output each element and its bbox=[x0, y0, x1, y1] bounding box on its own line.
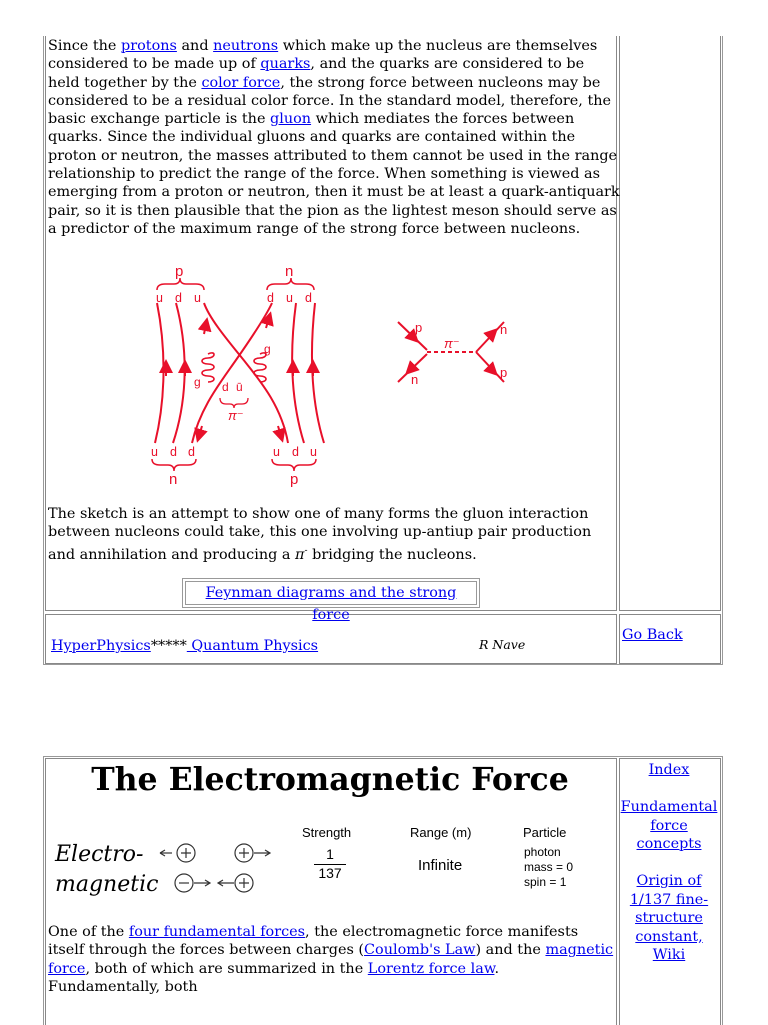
text-segment: , the electromagnetic force manifests itself through the forces between charges ( bbox=[48, 924, 579, 959]
text-segment: which mediates the forces between quarks. Since the individual gluons and quarks are contained within the proton or neutron, the masses attributed to them cannot be used in the range relationship to predict the range of the force. When something is viewed as emerging from a proton or neutron, then it must be at least a quark-antiquark pair, so it is then plausible that the pion as the lightest meson should serve as a predictor of the maximum range of the strong force between nucleons. bbox=[48, 111, 620, 237]
gluon-spring-right bbox=[254, 353, 266, 382]
simple-p-out-label: p bbox=[500, 365, 508, 380]
particle-arrow bbox=[410, 366, 414, 370]
top-right-particle-label: n bbox=[285, 263, 294, 280]
pi-symbol: π bbox=[295, 546, 305, 563]
particle-spin: spin = 1 bbox=[524, 875, 567, 889]
four-fundamental-forces-link[interactable]: four fundamental forces bbox=[128, 924, 306, 940]
pion-label: π⁻ bbox=[228, 408, 244, 423]
magnetic-force-link[interactable]: magnetic force bbox=[48, 942, 614, 977]
particle-mass: mass = 0 bbox=[524, 860, 574, 874]
bottom-right-particle-label: p bbox=[290, 471, 299, 488]
plus-sign bbox=[239, 878, 249, 888]
em-label-line2: magnetic bbox=[55, 872, 159, 897]
arrow-left-icon bbox=[218, 880, 234, 886]
hyperphysics-link[interactable]: HyperPhysics bbox=[51, 638, 151, 654]
top-left-particle-label: p bbox=[175, 263, 184, 280]
charge-interaction-icons bbox=[158, 840, 278, 898]
strength-denominator: 137 bbox=[318, 865, 342, 881]
gluon-spring-left bbox=[202, 353, 214, 382]
sketch-description-paragraph bbox=[48, 505, 620, 564]
arrow-right-icon bbox=[254, 850, 270, 856]
strong-force-side-cell bbox=[619, 36, 721, 611]
text-segment: , both of which are summarized in the bbox=[85, 960, 368, 977]
fine-structure-constant-link[interactable]: Origin of 1/137 fine-structure constant, Wiki bbox=[629, 873, 709, 963]
quark-label: u bbox=[194, 291, 201, 305]
page-title: The Electromagnetic Force bbox=[91, 761, 569, 798]
particle-name: photon bbox=[524, 845, 561, 859]
particle-arrow bbox=[410, 334, 414, 338]
particle-header: Particle bbox=[523, 825, 567, 840]
text-segment: ) and the bbox=[475, 942, 546, 959]
go-back-link[interactable]: Go Back bbox=[622, 627, 683, 643]
quark-label: d bbox=[305, 291, 312, 305]
plus-sign bbox=[239, 848, 249, 858]
simple-n-out-label: n bbox=[500, 322, 508, 337]
pi-superscript: - bbox=[304, 545, 308, 556]
range-value: Infinite bbox=[418, 857, 463, 874]
index-link[interactable]: Index bbox=[648, 762, 690, 778]
text-segment: bridging the nucleons. bbox=[307, 546, 477, 563]
strength-numerator: 1 bbox=[326, 846, 334, 862]
quark-label: d bbox=[292, 445, 299, 459]
quark-arrow bbox=[199, 426, 202, 436]
particle-info bbox=[524, 845, 573, 890]
lorentz-force-law-link[interactable]: Lorentz force law bbox=[367, 960, 495, 977]
simple-p-in-label: p bbox=[415, 320, 423, 335]
quark-label: u bbox=[273, 445, 280, 459]
pair-ubar-label: ū bbox=[236, 380, 243, 394]
fundamental-force-concepts-link[interactable]: Fundamental force concepts bbox=[620, 799, 718, 852]
simple-n-in-label: n bbox=[411, 372, 419, 387]
footer-nav bbox=[51, 636, 318, 656]
text-segment: One of the bbox=[48, 924, 129, 940]
quark-label: d bbox=[170, 445, 177, 459]
quark-label: d bbox=[175, 291, 182, 305]
footer-stars: ***** bbox=[150, 638, 187, 654]
text-segment: . Fundamentally, both bbox=[48, 960, 500, 995]
gluon-label: g bbox=[194, 375, 201, 389]
strong-force-paragraph bbox=[48, 37, 620, 238]
bottom-right-bracket bbox=[272, 459, 316, 471]
quarks-link[interactable]: quarks bbox=[260, 56, 311, 73]
feynman-link-cell bbox=[185, 581, 477, 623]
simple-pion-label: π⁻ bbox=[444, 336, 460, 351]
color-force-link[interactable]: color force bbox=[201, 74, 281, 91]
strength-header: Strength bbox=[302, 825, 352, 840]
text-segment: and bbox=[176, 38, 214, 54]
quark-label: u bbox=[310, 445, 317, 459]
quark-label: u bbox=[151, 445, 158, 459]
plus-sign bbox=[181, 848, 191, 858]
bottom-left-particle-label: n bbox=[169, 471, 178, 488]
quark-arrow bbox=[278, 426, 281, 436]
gluon-label: g bbox=[264, 342, 271, 356]
quark-arrow bbox=[204, 324, 206, 334]
em-label-line1: Electro- bbox=[55, 842, 144, 867]
gluon-link[interactable]: gluon bbox=[270, 111, 312, 128]
text-segment: which make up the nucleus are themselves considered to be made up of bbox=[48, 38, 598, 73]
side-nav bbox=[619, 761, 719, 983]
arrow-right-icon bbox=[194, 880, 210, 886]
text-segment: Since the bbox=[48, 38, 122, 54]
author-name: R Nave bbox=[479, 637, 526, 652]
protons-link[interactable]: protons bbox=[121, 38, 177, 54]
quark-label: d bbox=[188, 445, 195, 459]
quark-line bbox=[173, 303, 185, 443]
quark-label: u bbox=[156, 291, 163, 305]
quark-line bbox=[155, 303, 164, 443]
quark-line bbox=[204, 303, 288, 443]
quark-label: u bbox=[286, 291, 293, 305]
bottom-left-bracket bbox=[152, 459, 196, 471]
gluon-exchange-diagram bbox=[130, 258, 530, 494]
text-segment: The sketch is an attempt to show one of many forms the gluon interaction between nucleons could take, this one involving up-antiup pair production and annihilation and producing a bbox=[48, 506, 592, 563]
neutrons-link[interactable]: neutrons bbox=[213, 38, 279, 54]
range-header: Range (m) bbox=[410, 825, 472, 840]
text-segment: , the strong force between nucleons may be considered to be a residual color force. In the standard model, therefore, the basic exchange particle is the bbox=[48, 74, 612, 128]
quark-label: d bbox=[267, 291, 274, 305]
quantum-physics-link[interactable]: Quantum Physics bbox=[186, 638, 319, 654]
pion-bracket bbox=[220, 398, 248, 408]
coulombs-law-link[interactable]: Coulomb's Law bbox=[364, 942, 476, 959]
pair-d-label: d bbox=[222, 380, 229, 394]
feynman-diagrams-link[interactable]: Feynman diagrams and the strong force bbox=[205, 585, 457, 623]
text-segment: , and the quarks are considered to be held together by the bbox=[48, 56, 585, 91]
em-force-paragraph bbox=[48, 923, 614, 996]
quark-arrow bbox=[266, 318, 269, 328]
